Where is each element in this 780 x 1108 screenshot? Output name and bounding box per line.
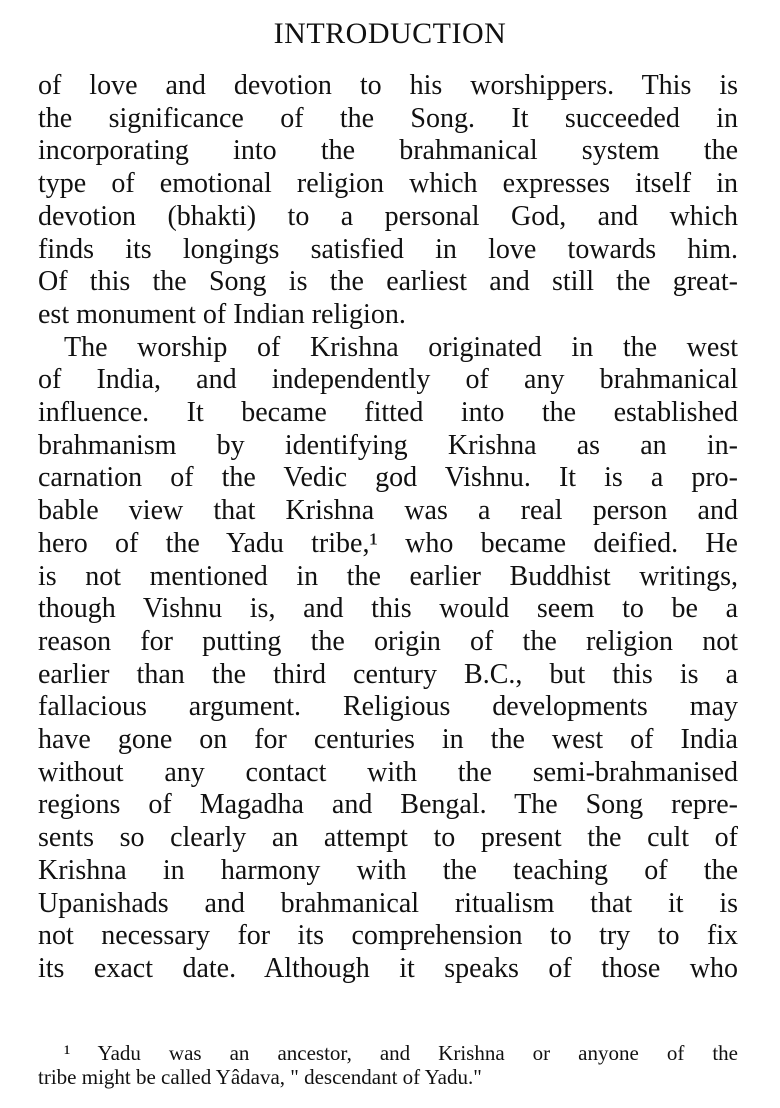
text-line: the significance of the Song. It succeeded in [38,102,738,134]
text-line: regions of Magadha and Bengal. The Song repre- [38,789,738,821]
text-line: of love and devotion to his worshippers. This is [38,70,738,101]
text-line: finds its longings satisfied in love towards him. [38,233,738,265]
paragraph-2 [38,332,738,986]
footnote-line: ¹ Yadu was an ancestor, and Krishna or anyone of the [64,1041,738,1065]
text-line: type of emotional religion which expresses itself in [38,168,738,200]
text-line: not necessary for its comprehension to try to fix [38,920,738,952]
text-line: Upanishads and brahmanical ritualism that it is [38,887,738,919]
text-line: have gone on for centuries in the west of India [38,724,738,756]
text-line: bable view that Krishna was a real person and [38,495,738,527]
text-line: of India, and independently of any brahmanical [38,364,738,396]
running-header: INTRODUCTION [273,17,507,50]
text-line: its exact date. Although it speaks of those who [38,952,738,984]
text-line: is not mentioned in the earlier Buddhist writings, [38,560,738,592]
text-line: hero of the Yadu tribe,¹ who became deified. He [38,527,738,559]
text-line: fallacious argument. Religious developments may [38,691,738,723]
text-line: incorporating into the brahmanical system the [38,135,738,167]
footnote [38,1041,738,1089]
main-text [38,70,738,986]
footnote-line: tribe might be called Yâdava, " descendant of Yadu." [38,1065,482,1089]
text-line: Of this the Song is the earliest and still the great- [38,266,738,298]
text-line: though Vishnu is, and this would seem to be a [38,593,738,625]
text-line: carnation of the Vedic god Vishnu. It is a pro- [38,462,738,494]
text-line: without any contact with the semi-brahmanised [38,756,738,788]
text-line: influence. It became fitted into the established [38,397,738,429]
text-line: est monument of Indian religion. [38,298,406,330]
text-line: brahmanism by identifying Krishna as an in- [38,429,738,461]
text-line: reason for putting the origin of the religion not [38,625,738,657]
text-line: earlier than the third century B.C., but this is a [38,658,738,690]
paragraph-1 [38,70,738,332]
text-line: sents so clearly an attempt to present the cult of [38,822,738,854]
text-line: devotion (bhakti) to a personal God, and which [38,200,738,232]
text-line: The worship of Krishna originated in the west [64,331,738,363]
text-line: Krishna in harmony with the teaching of the [38,854,738,886]
